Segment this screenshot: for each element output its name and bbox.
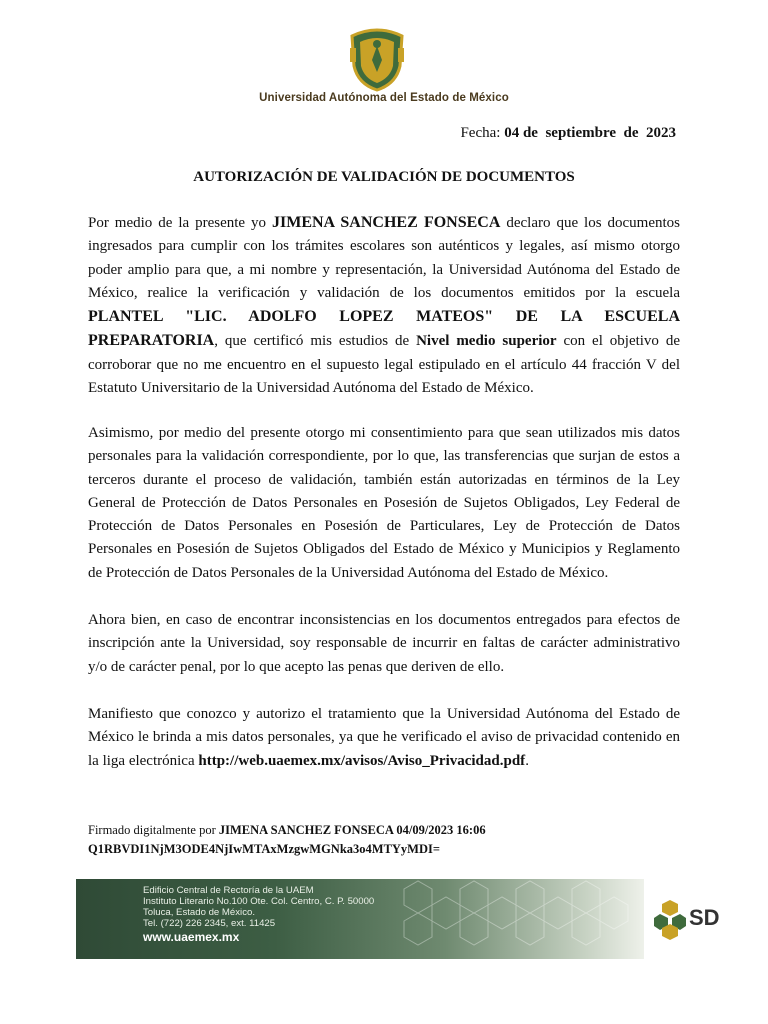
footer-line-4: Tel. (722) 226 2345, ext. 11425 xyxy=(143,918,276,929)
footer-banner xyxy=(76,879,644,959)
paragraph-privacy xyxy=(88,703,680,773)
digital-signature xyxy=(88,821,486,859)
paragraph-consent: Asimismo, por medio del presente otorgo mi consentimiento para que sean utilizados mis datos personales para la validación correspondiente, por lo que, las transferencias que surjan de estos a terceros durante el proceso de validación, también están autorizadas en términos de la Ley General de Protección de Datos Personales en Posesión de Sujetos Obligados, Ley Federal de Protección de Datos Personales en Posesión de Particulares, Ley de Protección de Datos Personales en Posesión de Sujetos Obligados del Estado de México y Municipios y Reglamento de Protección de Datos Personales de la Universidad Autónoma del Estado de México. xyxy=(88,425,680,581)
p4-text-2: . xyxy=(525,752,529,769)
p1-text-2: declaro que los documentos ingresados para cumplir con los trámites escolares son auténticos y legales, así mismo otorgo poder amplio para que, a mi nombre y representación, la Universidad Autónoma del Estado de México, realice la verificación y validación de los documentos emitidos por la escuela xyxy=(88,215,680,301)
p4-text-1: Manifiesto que conozco y autorizo el tratamiento que la Universidad Autónoma del Estado de México le brinda a mis datos personales, ya que he verificado el aviso de privacidad contenido en la liga electrónica xyxy=(88,706,680,769)
sd-logo-text: SD xyxy=(689,905,720,930)
footer-website[interactable]: www.uaemex.mx xyxy=(143,930,240,944)
university-name: Universidad Autónoma del Estado de México xyxy=(259,92,509,104)
privacy-link[interactable]: http://web.uaemex.mx/avisos/Aviso_Privacidad.pdf xyxy=(198,752,526,769)
student-name: JIMENA SANCHEZ FONSECA xyxy=(271,214,501,231)
footer-line-1: Edificio Central de Rectoría de la UAEM xyxy=(143,885,314,896)
signature-label: Firmado digitalmente por xyxy=(88,823,219,837)
p1-text-4: con el objetivo de corroborar que no me encuentro en el supuesto legal estipulado en el artículo 44 fracción V del Estatuto Universitario de la Universidad Autónoma del Estado de México. xyxy=(88,333,681,397)
p1-text-1: Por medio de la presente yo xyxy=(88,215,272,231)
school-name: PLANTEL "LIC. ADOLFO LOPEZ MATEOS" DE LA ESCUELA PREPARATORIA xyxy=(88,308,680,350)
paragraph-responsibility: Ahora bien, en caso de encontrar inconsistencias en los documentos entregados para efectos de inscripción ante la Universidad, soy responsable de incurrir en faltas de carácter administrativo y/o de carácter penal, por lo que acepto las penas que deriven de ello. xyxy=(88,612,680,675)
signature-signer: JIMENA SANCHEZ FONSECA 04/09/2023 16:06 xyxy=(218,823,486,837)
uaem-seal-logo xyxy=(346,26,408,92)
sd-logo-icon xyxy=(654,898,686,942)
footer-line-2: Instituto Literario No.100 Ote. Col. Centro, C. P. 50000 xyxy=(143,896,375,907)
document-title: AUTORIZACIÓN DE VALIDACIÓN DE DOCUMENTOS xyxy=(193,169,575,185)
paragraph-authorization xyxy=(88,211,680,400)
document-date xyxy=(460,125,676,142)
footer-address xyxy=(143,885,374,946)
p1-text-3: , que certificó mis estudios de xyxy=(214,333,417,350)
study-level: Nivel medio superior xyxy=(416,333,557,350)
hexagon-pattern-decoration xyxy=(384,879,644,959)
signature-hash: Q1RBVDI1NjM3ODE4NjIwMTAxMzgwMGNka3o4MTYyMDI= xyxy=(88,842,440,856)
date-label: Fecha: xyxy=(460,125,505,141)
date-value: 04 de septiembre de 2023 xyxy=(504,125,676,141)
footer-line-3: Toluca, Estado de México. xyxy=(143,907,255,918)
